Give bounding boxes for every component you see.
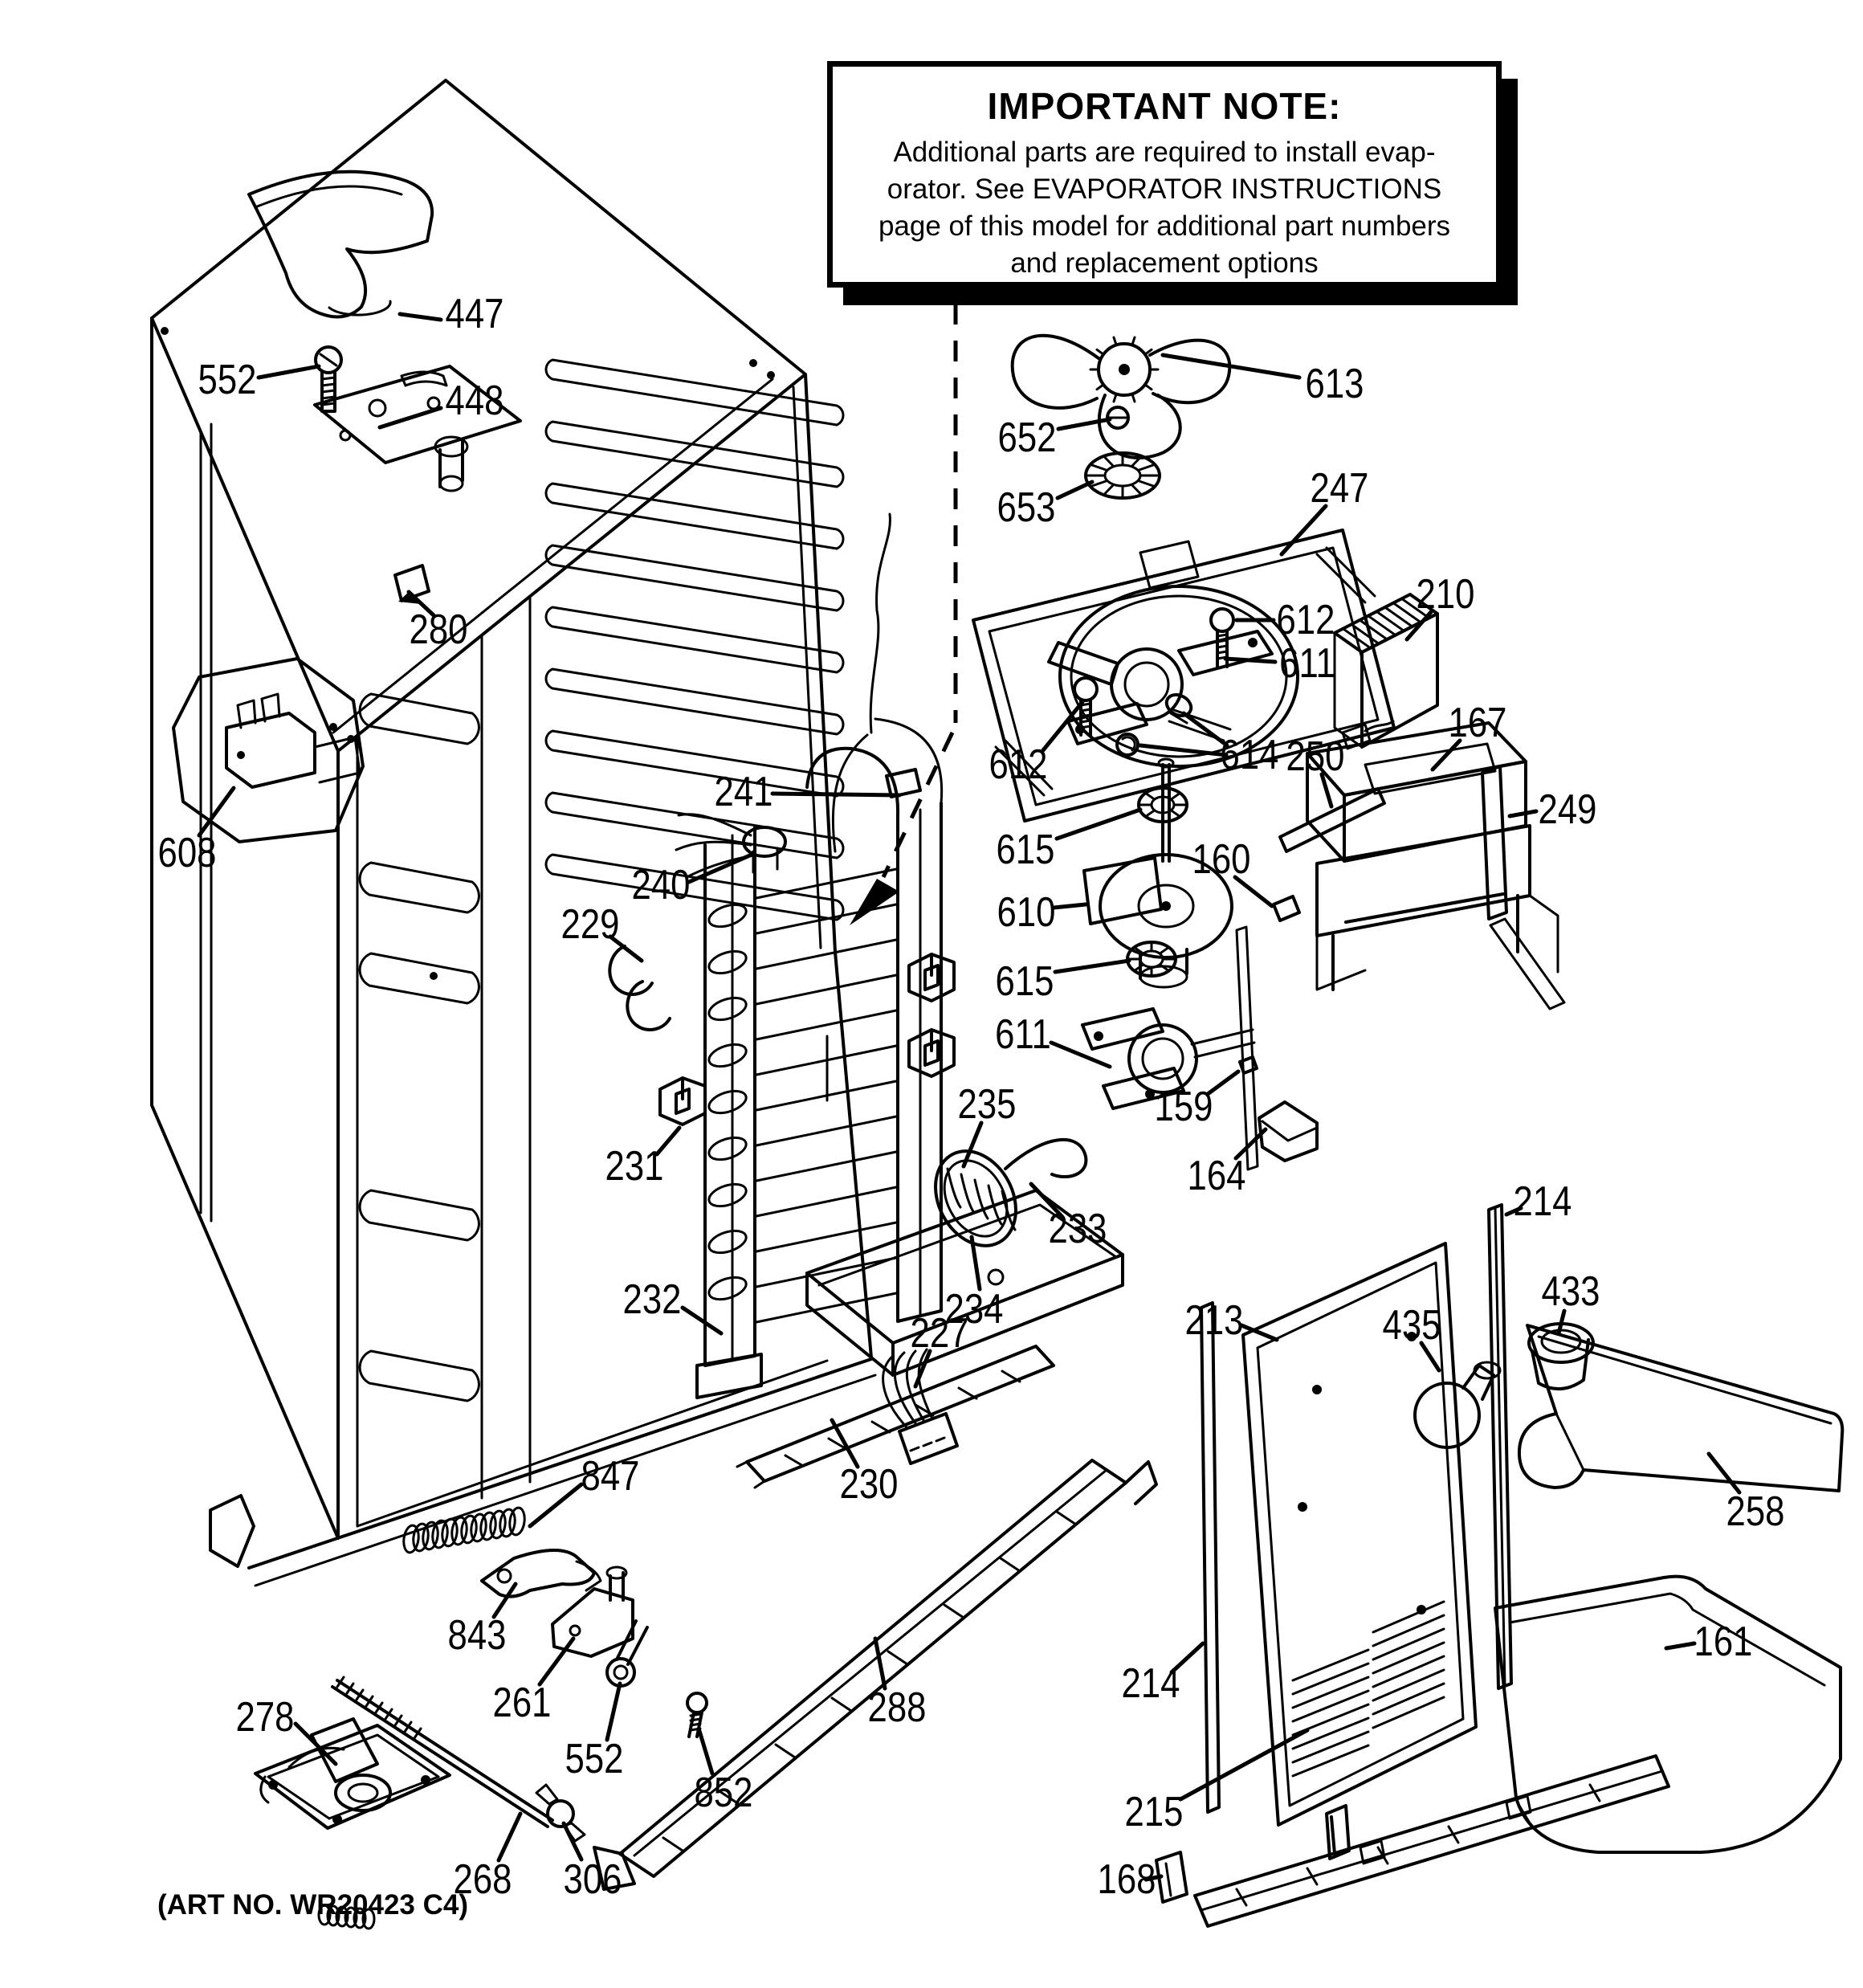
leader-line-241 (773, 794, 899, 795)
svg-text:610: 610 (997, 889, 1056, 936)
motor-bracket-611-a (1049, 631, 1272, 744)
leader-line-552 (607, 1684, 620, 1740)
latch-lever-843 (482, 1550, 601, 1597)
part-label-612 (989, 702, 1082, 788)
rail-250 (1280, 789, 1384, 851)
leader-line-167 (1433, 741, 1460, 769)
part-label-608 (158, 788, 234, 876)
part-label-610 (997, 889, 1086, 935)
svg-text:653: 653 (997, 484, 1056, 531)
svg-text:843: 843 (447, 1612, 507, 1659)
refrigerator-cabinet (152, 80, 875, 1586)
leader-line-240 (689, 855, 752, 882)
part-label-611 (995, 1011, 1110, 1067)
fan-blade (1013, 336, 1099, 408)
part-label-210 (1407, 571, 1474, 639)
note-body: Additional parts are required to install evap- orator. See EVAPORATOR INSTRUCTIONS page of this model for additional part numbers and replacement options (878, 137, 1451, 279)
part-label-240 (632, 855, 752, 908)
part-label-852 (695, 1731, 753, 1816)
condenser-coil (546, 360, 843, 920)
svg-text:215: 215 (1124, 1789, 1184, 1835)
light-parts (1415, 1324, 1842, 1852)
part-label-258 (1709, 1454, 1784, 1535)
part-label-168 (1098, 1856, 1161, 1902)
svg-text:615: 615 (995, 958, 1054, 1005)
part-label-652 (998, 414, 1110, 460)
fan-hub-washer-653 (1086, 453, 1160, 498)
freezer-back-panel-213 (1243, 1243, 1476, 1859)
svg-text:852: 852 (694, 1770, 753, 1816)
leader-line-258 (1709, 1454, 1739, 1492)
trim-strip-214-left (1201, 1303, 1219, 1812)
svg-text:210: 210 (1416, 571, 1475, 618)
part-label-280 (409, 592, 467, 653)
part-label-233 (1031, 1184, 1107, 1252)
leader-line-613 (1163, 355, 1299, 378)
svg-text:268: 268 (453, 1856, 512, 1903)
part-label-167 (1433, 700, 1506, 769)
part-label-215 (1125, 1730, 1307, 1835)
svg-text:613: 613 (1305, 361, 1364, 407)
hinge-bracket-261 (552, 1567, 633, 1656)
leader-line-653 (1058, 482, 1092, 498)
svg-text:232: 232 (622, 1276, 682, 1323)
leader-line-249 (1510, 811, 1536, 816)
leader-line-235 (964, 1123, 981, 1166)
part-label-164 (1188, 1129, 1266, 1199)
svg-text:233: 233 (1048, 1206, 1107, 1252)
leader-line-611 (1225, 659, 1275, 662)
svg-text:615: 615 (996, 827, 1055, 873)
svg-text:167: 167 (1448, 700, 1507, 746)
svg-text:214: 214 (1121, 1660, 1180, 1707)
svg-text:240: 240 (631, 862, 691, 908)
svg-text:612: 612 (989, 741, 1048, 788)
svg-text:306: 306 (563, 1856, 622, 1903)
svg-text:552: 552 (565, 1736, 624, 1782)
leader-line-247 (1282, 506, 1326, 554)
part-label-250 (1286, 733, 1345, 806)
svg-text:161: 161 (1694, 1619, 1753, 1665)
leader-line-232 (683, 1308, 721, 1333)
leader-line-615 (1055, 961, 1129, 972)
svg-text:164: 164 (1187, 1153, 1246, 1199)
washer-615-b (1127, 942, 1176, 976)
screw-852 (687, 1693, 707, 1737)
svg-text:229: 229 (561, 901, 620, 948)
part-label-231 (605, 1128, 679, 1190)
svg-text:214: 214 (1513, 1178, 1572, 1225)
svg-text:230: 230 (839, 1461, 899, 1508)
svg-text:261: 261 (492, 1680, 552, 1726)
icemaker-support (1317, 826, 1558, 990)
part-label-214 (1122, 1643, 1203, 1707)
bolt-552-bottom (607, 1621, 647, 1686)
part-label-552 (198, 357, 319, 402)
svg-text:448: 448 (445, 378, 504, 424)
important-note-box (827, 61, 1502, 288)
svg-text:288: 288 (867, 1684, 927, 1731)
svg-text:612: 612 (1276, 597, 1335, 643)
svg-text:235: 235 (957, 1081, 1017, 1128)
svg-text:280: 280 (409, 606, 468, 653)
leader-line-231 (657, 1128, 679, 1154)
svg-text:234: 234 (944, 1286, 1004, 1333)
leader-line-261 (540, 1639, 573, 1684)
art-number: (ART NO. WR20423 C4) (157, 1889, 469, 1921)
part-label-235 (958, 1081, 1017, 1166)
part-label-247 (1282, 465, 1368, 554)
lower-cover-161 (1495, 1577, 1841, 1852)
leader-line-288 (875, 1639, 885, 1688)
support-strip (1237, 927, 1258, 1170)
light-shield-258 (1519, 1325, 1842, 1491)
bottom-rail-215 (1195, 1756, 1669, 1926)
svg-text:249: 249 (1538, 786, 1597, 833)
drain-tube-233 (1005, 1140, 1086, 1177)
evaporator-coil-ends (706, 900, 748, 1304)
svg-text:433: 433 (1541, 1268, 1600, 1315)
svg-text:250: 250 (1286, 733, 1345, 780)
part-label-159 (1155, 1072, 1238, 1130)
front-rail-288 (594, 1460, 1156, 1889)
leader-line-160 (1235, 877, 1272, 906)
leader-line-161 (1666, 1643, 1694, 1648)
leader-line-214 (1172, 1643, 1203, 1672)
shelf-support-lugs (360, 694, 479, 1401)
leader-line-608 (199, 788, 234, 835)
svg-text:847: 847 (581, 1453, 640, 1500)
svg-text:258: 258 (1726, 1488, 1785, 1535)
leader-line-229 (610, 937, 642, 961)
grommet-240 (676, 814, 785, 877)
reference-arrowhead (850, 879, 899, 925)
svg-text:159: 159 (1154, 1084, 1213, 1130)
svg-text:231: 231 (605, 1143, 664, 1190)
svg-text:614: 614 (1220, 732, 1279, 778)
leader-line-652 (1058, 419, 1110, 429)
leader-line-852 (699, 1731, 712, 1774)
svg-text:241: 241 (714, 769, 773, 815)
part-label-653 (997, 482, 1092, 531)
leader-line-447 (400, 314, 441, 320)
svg-text:611: 611 (995, 1011, 1051, 1058)
part-label-161 (1666, 1619, 1752, 1664)
part-labels (158, 291, 1785, 1902)
part-label-435 (1383, 1302, 1441, 1370)
fan-blade (1150, 341, 1229, 403)
svg-text:552: 552 (198, 357, 257, 403)
svg-text:652: 652 (997, 414, 1057, 461)
leader-line-448 (380, 408, 441, 427)
note-title: IMPORTANT NOTE: (987, 85, 1342, 127)
svg-text:168: 168 (1097, 1856, 1156, 1903)
connector-241 (887, 769, 920, 797)
leader-line-159 (1208, 1072, 1238, 1094)
svg-text:608: 608 (157, 830, 217, 876)
svg-text:247: 247 (1310, 465, 1369, 512)
svg-text:435: 435 (1382, 1302, 1441, 1349)
part-label-615 (996, 958, 1129, 1004)
svg-text:227: 227 (910, 1310, 969, 1357)
leader-line-552 (259, 366, 319, 378)
part-label-552 (565, 1684, 624, 1782)
part-label-447 (400, 291, 503, 337)
part-label-213 (1185, 1297, 1277, 1343)
leader-line-233 (1031, 1184, 1062, 1216)
svg-text:213: 213 (1184, 1297, 1244, 1344)
part-label-214 (1506, 1178, 1572, 1224)
hinge-cam-447 (249, 172, 432, 317)
part-label-613 (1163, 355, 1364, 407)
svg-text:447: 447 (445, 291, 504, 337)
clip-160 (1274, 896, 1299, 921)
svg-text:160: 160 (1192, 836, 1251, 883)
leader-line-615 (1057, 810, 1140, 839)
svg-text:278: 278 (235, 1694, 295, 1741)
svg-text:611: 611 (1279, 640, 1335, 687)
leader-line-610 (1054, 904, 1086, 908)
part-label-229 (561, 901, 642, 961)
leader-line-268 (499, 1814, 520, 1860)
part-label-288 (868, 1639, 927, 1731)
part-label-847 (530, 1453, 639, 1526)
